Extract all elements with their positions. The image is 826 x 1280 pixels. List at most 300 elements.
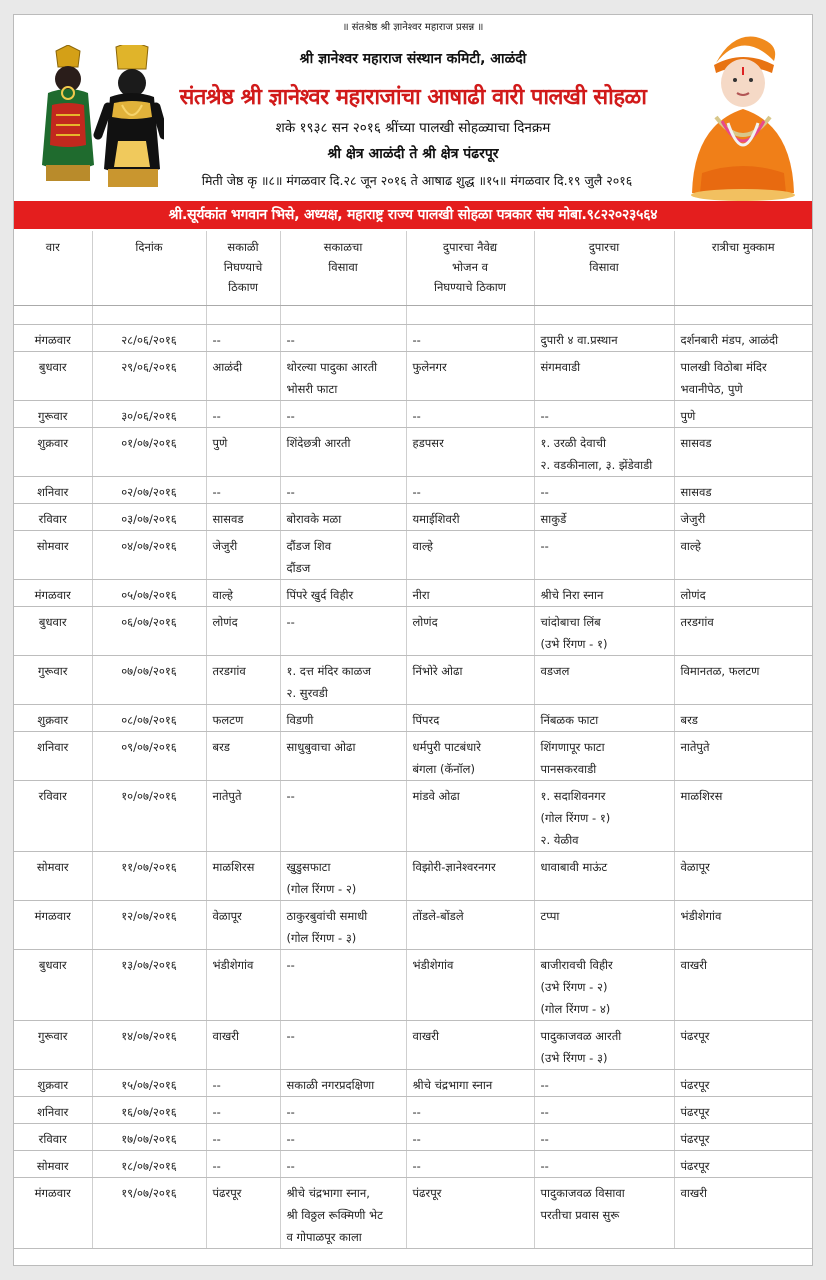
cell-morning-halt: [280, 476, 406, 503]
cell-afternoon-halt: [534, 606, 674, 655]
cell-line: --: [286, 1104, 295, 1119]
cell-line: (गोल रिंगण - ४): [540, 1001, 611, 1016]
cell-line: यमाईशिवरी: [412, 511, 460, 526]
cell-day: [14, 606, 92, 655]
cell-morning-departure: [206, 400, 280, 427]
cell-day: [14, 731, 92, 780]
cell-line: --: [540, 408, 549, 423]
cell-date: [92, 1020, 206, 1069]
vitthal-figure: [98, 45, 164, 187]
cell-line: --: [540, 1077, 549, 1092]
cell-morning-departure: [206, 606, 280, 655]
cell-morning-halt: [280, 1069, 406, 1096]
cell-line: पानसकरवाडी: [540, 761, 597, 776]
table-row: [14, 655, 812, 704]
header-morning-halt: सकाळचा विसावा: [280, 231, 406, 305]
cell-line: माळशिरस: [680, 788, 723, 803]
cell-line: १४/०७/२०१६: [121, 1028, 177, 1043]
cell-line: भोसरी फाटा: [286, 381, 338, 396]
cell-line: (गोल रिंगण - ३): [286, 930, 357, 945]
cell-date: [92, 1069, 206, 1096]
table-row: [14, 1177, 812, 1248]
cell-line: शिंगणापूर फाटा: [540, 739, 605, 754]
cell-line: २. सुरवडी: [286, 685, 328, 700]
cell-line: खुडुसफाटा: [286, 859, 331, 874]
cell-line: सासवड: [680, 484, 712, 499]
cell-morning-departure: [206, 324, 280, 351]
cell-line: पादुकाजवळ आरती: [540, 1028, 622, 1043]
cell-morning-departure: [206, 949, 280, 1020]
table-row: [14, 731, 812, 780]
cell-line: बंगला (कॅनॉल): [412, 761, 475, 776]
cell-morning-departure: [206, 704, 280, 731]
date-range: मिती जेष्ठ कृ ॥८॥ मंगळवार दि.२८ जून २०१६ ते आषाढ शुद्ध ॥१५॥ मंगळवार दि.१९ जुलै २०१६: [201, 173, 633, 188]
cell-line: १८/०७/२०१६: [121, 1158, 177, 1173]
cell-date: [92, 704, 206, 731]
cell-line: ०१/०७/२०१६: [121, 435, 177, 450]
vitthal-rukmini-image: [38, 45, 164, 193]
cell-noon-meal: [406, 900, 534, 949]
cell-line: धावाबावी माऊंट: [540, 859, 608, 874]
cell-date: [92, 851, 206, 900]
cell-line: सासवड: [680, 435, 712, 450]
cell-morning-halt: [280, 1150, 406, 1177]
cell-date: [92, 900, 206, 949]
cell-line: दौंडज: [286, 560, 311, 575]
cell-line: बुधवार: [38, 359, 67, 374]
cell-line: लोणंद: [412, 614, 438, 629]
cell-date: [92, 351, 206, 400]
cell-line: --: [286, 614, 295, 629]
cell-afternoon-halt: [534, 427, 674, 476]
cell-line: --: [286, 957, 295, 972]
cell-line: श्रीचे चंद्रभागा स्नान,: [286, 1185, 370, 1200]
cell-morning-departure: [206, 851, 280, 900]
cell-day: [14, 655, 92, 704]
cell-line: वाखरी: [680, 1185, 707, 1200]
cell-line: वडजल: [540, 663, 570, 678]
cell-line: --: [412, 484, 421, 499]
cell-line: --: [286, 484, 295, 499]
cell-day: [14, 400, 92, 427]
cell-morning-halt: [280, 579, 406, 606]
cell-line: पंढरपूर: [680, 1077, 710, 1092]
table-header-row: [14, 231, 812, 305]
cell-line: वाल्हे: [212, 587, 233, 602]
cell-line: लोणंद: [212, 614, 238, 629]
cell-day: [14, 503, 92, 530]
cell-line: (उभे रिंगण - ३): [540, 1050, 608, 1065]
cell-line: --: [540, 538, 549, 553]
cell-day: [14, 900, 92, 949]
cell-line: --: [212, 1131, 221, 1146]
cell-date: [92, 476, 206, 503]
cell-line: जेजुरी: [680, 511, 706, 526]
table-row: [14, 1123, 812, 1150]
cell-line: पंढरपूर: [412, 1185, 442, 1200]
cell-morning-departure: [206, 1096, 280, 1123]
cell-line: शनिवार: [37, 484, 69, 499]
cell-line: --: [212, 332, 221, 347]
cell-line: सोमवार: [36, 1158, 69, 1173]
cell-night-stay: [674, 949, 812, 1020]
cell-night-stay: [674, 655, 812, 704]
cell-day: [14, 427, 92, 476]
cell-line: ०६/०७/२०१६: [121, 614, 177, 629]
cell-noon-meal: [406, 1069, 534, 1096]
cell-morning-departure: [206, 1150, 280, 1177]
cell-night-stay: [674, 1069, 812, 1096]
header-afternoon-halt: दुपारचा विसावा: [534, 231, 674, 305]
cell-morning-departure: [206, 1123, 280, 1150]
cell-line: २८/०६/२०१६: [121, 332, 177, 347]
cell-afternoon-halt: [534, 1069, 674, 1096]
cell-morning-departure: [206, 579, 280, 606]
cell-date: [92, 324, 206, 351]
cell-date: [92, 1123, 206, 1150]
cell-line: वाल्हे: [680, 538, 701, 553]
table-row: [14, 704, 812, 731]
cell-line: रविवार: [38, 511, 67, 526]
cell-line: (उभे रिंगण - १): [540, 636, 608, 651]
cell-line: १५/०७/२०१६: [121, 1077, 177, 1092]
cell-line: फलटण: [212, 712, 244, 727]
cell-line: विडणी: [286, 712, 314, 727]
cell-noon-meal: [406, 503, 534, 530]
cell-line: १. उरळी देवाची: [540, 435, 606, 450]
cell-line: पंढरपूर: [680, 1104, 710, 1119]
cell-line: नीरा: [412, 587, 430, 602]
cell-afternoon-halt: [534, 1150, 674, 1177]
cell-noon-meal: [406, 1123, 534, 1150]
schedule-poster: [13, 14, 813, 1266]
cell-afternoon-halt: [534, 851, 674, 900]
cell-line: मंगळवार: [34, 332, 71, 347]
cell-night-stay: [674, 530, 812, 579]
cell-noon-meal: [406, 1150, 534, 1177]
cell-line: पंढरपूर: [680, 1158, 710, 1173]
cell-line: दर्शनबारी मंडप, आळंदी: [680, 332, 779, 347]
cell-line: दौंडज शिव: [286, 538, 332, 553]
cell-morning-departure: [206, 427, 280, 476]
cell-line: १. दत्त मंदिर काळज: [286, 663, 371, 678]
cell-line: २. येळीव: [540, 832, 579, 847]
cell-line: पंढरपूर: [680, 1028, 710, 1043]
cell-line: --: [212, 1077, 221, 1092]
cell-noon-meal: [406, 324, 534, 351]
cell-date: [92, 731, 206, 780]
cell-line: पुणे: [680, 408, 696, 423]
cell-night-stay: [674, 1020, 812, 1069]
cell-line: --: [540, 1158, 549, 1173]
cell-afternoon-halt: [534, 1020, 674, 1069]
cell-night-stay: [674, 476, 812, 503]
cell-line: पुणे: [212, 435, 228, 450]
cell-night-stay: [674, 731, 812, 780]
cell-line: बरड: [212, 739, 230, 754]
cell-line: मांडवे ओढा: [412, 788, 460, 803]
cell-line: १२/०७/२०१६: [121, 908, 177, 923]
cell-line: बाजीरावची विहीर: [540, 957, 613, 972]
table-row: [14, 1020, 812, 1069]
cell-line: फुलेनगर: [412, 359, 447, 374]
cell-line: परतीचा प्रवास सुरू: [540, 1207, 620, 1222]
cell-line: तरडगांव: [680, 614, 714, 629]
cell-line: गुरूवार: [38, 663, 68, 678]
cell-day: [14, 1096, 92, 1123]
cell-line: भंडीशेगांव: [212, 957, 254, 972]
header-morning-departure: सकाळी निघण्याचे ठिकाण: [206, 231, 280, 305]
cell-line: २९/०६/२०१६: [121, 359, 177, 374]
cell-noon-meal: [406, 476, 534, 503]
cell-line: --: [212, 1104, 221, 1119]
cell-noon-meal: [406, 780, 534, 851]
cell-line: १३/०७/२०१६: [121, 957, 177, 972]
cell-line: आळंदी: [212, 359, 243, 374]
cell-morning-departure: [206, 1069, 280, 1096]
cell-line: १९/०७/२०१६: [121, 1185, 177, 1200]
cell-date: [92, 579, 206, 606]
cell-afternoon-halt: [534, 949, 674, 1020]
cell-day: [14, 1123, 92, 1150]
cell-line: सकाळी नगरप्रदक्षिणा: [286, 1077, 375, 1092]
cell-morning-halt: [280, 655, 406, 704]
cell-morning-halt: [280, 1020, 406, 1069]
cell-morning-halt: [280, 1123, 406, 1150]
cell-morning-halt: [280, 949, 406, 1020]
cell-night-stay: [674, 1123, 812, 1150]
cell-line: विझोरी-ज्ञानेश्वरनगर: [412, 859, 496, 874]
table-row: [14, 427, 812, 476]
table-row: [14, 1069, 812, 1096]
cell-night-stay: [674, 704, 812, 731]
cell-line: वेळापूर: [680, 859, 710, 874]
cell-day: [14, 851, 92, 900]
table-row: [14, 530, 812, 579]
cell-afternoon-halt: [534, 351, 674, 400]
cell-line: रविवार: [38, 1131, 67, 1146]
cell-noon-meal: [406, 731, 534, 780]
cell-line: थोरल्या पादुका आरती: [286, 359, 378, 374]
cell-noon-meal: [406, 351, 534, 400]
cell-line: मंगळवार: [34, 587, 71, 602]
cell-date: [92, 1096, 206, 1123]
cell-afternoon-halt: [534, 1096, 674, 1123]
cell-line: --: [412, 1104, 421, 1119]
schedule-subtitle: शके १९३८ सन २०१६ श्रींच्या पालखी सोहळ्याचा दिनक्रम: [275, 120, 551, 136]
cell-line: --: [412, 1131, 421, 1146]
cell-line: मंगळवार: [34, 908, 71, 923]
cell-line: बरड: [680, 712, 698, 727]
cell-afternoon-halt: [534, 731, 674, 780]
cell-afternoon-halt: [534, 1123, 674, 1150]
contact-banner: श्री.सूर्यकांत भगवान भिसे, अध्यक्ष, महाराष्ट्र राज्य पालखी सोहळा पत्रकार संघ मोबा.९८२२०२३५६४: [14, 201, 812, 229]
cell-afternoon-halt: [534, 503, 674, 530]
cell-afternoon-halt: [534, 1177, 674, 1248]
cell-line: पिंपरद: [412, 712, 440, 727]
cell-day: [14, 1020, 92, 1069]
spacer-row: [14, 305, 812, 324]
cell-line: विमानतळ, फलटण: [680, 663, 760, 678]
cell-night-stay: [674, 503, 812, 530]
cell-line: ०८/०७/२०१६: [121, 712, 177, 727]
cell-line: वेळापूर: [212, 908, 242, 923]
cell-night-stay: [674, 579, 812, 606]
cell-morning-halt: [280, 780, 406, 851]
cell-date: [92, 1177, 206, 1248]
cell-night-stay: [674, 780, 812, 851]
cell-line: --: [286, 332, 295, 347]
cell-morning-halt: [280, 503, 406, 530]
cell-line: पिंपरे खुर्द विहीर: [286, 587, 354, 602]
cell-morning-halt: [280, 324, 406, 351]
cell-line: बुधवार: [38, 957, 67, 972]
cell-line: धर्मपुरी पाटबंधारे: [412, 739, 481, 754]
cell-line: श्री विठ्ठल रूक्मिणी भेट: [286, 1207, 383, 1222]
cell-line: १७/०७/२०१६: [121, 1131, 177, 1146]
cell-day: [14, 1069, 92, 1096]
page-title: संतश्रेष्ठ श्री ज्ञानेश्वर महाराजांचा आषाढी वारी पालखी सोहळा: [179, 85, 647, 110]
cell-date: [92, 780, 206, 851]
header-night-stay: रात्रीचा मुक्काम: [674, 231, 812, 305]
cell-morning-departure: [206, 731, 280, 780]
cell-line: ०७/०७/२०१६: [121, 663, 177, 678]
cell-line: निंभोरे ओढा: [412, 663, 463, 678]
cell-line: ३०/०६/२०१६: [121, 408, 177, 423]
cell-line: सोमवार: [36, 538, 69, 553]
cell-noon-meal: [406, 530, 534, 579]
cell-morning-halt: [280, 351, 406, 400]
table-row: [14, 400, 812, 427]
cell-date: [92, 503, 206, 530]
cell-line: गुरूवार: [38, 408, 68, 423]
cell-line: --: [412, 1158, 421, 1173]
cell-line: --: [540, 1131, 549, 1146]
cell-day: [14, 949, 92, 1020]
cell-line: शुक्रवार: [37, 435, 69, 450]
cell-line: संगमवाडी: [540, 359, 581, 374]
cell-date: [92, 949, 206, 1020]
cell-date: [92, 400, 206, 427]
route-line: श्री क्षेत्र आळंदी ते श्री क्षेत्र पंढरपूर: [327, 146, 499, 162]
cell-day: [14, 704, 92, 731]
schedule-table: [14, 231, 812, 1249]
table-row: [14, 579, 812, 606]
header-day: वार: [14, 231, 92, 305]
cell-morning-halt: [280, 900, 406, 949]
cell-line: ०५/०७/२०१६: [121, 587, 177, 602]
cell-line: १. सदाशिवनगर: [540, 788, 606, 803]
cell-morning-departure: [206, 530, 280, 579]
cell-afternoon-halt: [534, 530, 674, 579]
cell-line: --: [212, 1158, 221, 1173]
cell-afternoon-halt: [534, 400, 674, 427]
cell-day: [14, 476, 92, 503]
cell-line: शनिवार: [37, 1104, 69, 1119]
cell-morning-departure: [206, 780, 280, 851]
cell-line: --: [286, 788, 295, 803]
cell-noon-meal: [406, 704, 534, 731]
cell-afternoon-halt: [534, 655, 674, 704]
cell-line: २. वडकीनाला, ३. झेंडेवाडी: [540, 457, 653, 472]
cell-noon-meal: [406, 1096, 534, 1123]
cell-afternoon-halt: [534, 476, 674, 503]
cell-morning-departure: [206, 655, 280, 704]
table-row: [14, 351, 812, 400]
cell-noon-meal: [406, 1020, 534, 1069]
cell-morning-halt: [280, 1177, 406, 1248]
cell-line: पंढरपूर: [212, 1185, 242, 1200]
cell-morning-halt: [280, 851, 406, 900]
cell-line: शनिवार: [37, 739, 69, 754]
cell-line: श्रीचे चंद्रभागा स्नान: [412, 1077, 493, 1092]
table-row: [14, 900, 812, 949]
cell-line: रविवार: [38, 788, 67, 803]
rukmini-figure: [42, 45, 94, 181]
cell-night-stay: [674, 606, 812, 655]
cell-line: वाखरी: [680, 957, 707, 972]
cell-line: ०२/०७/२०१६: [121, 484, 177, 499]
cell-day: [14, 351, 92, 400]
cell-line: सोमवार: [36, 859, 69, 874]
cell-line: --: [286, 408, 295, 423]
cell-line: पंढरपूर: [680, 1131, 710, 1146]
cell-morning-halt: [280, 1096, 406, 1123]
cell-line: मंगळवार: [34, 1185, 71, 1200]
cell-morning-departure: [206, 900, 280, 949]
cell-afternoon-halt: [534, 579, 674, 606]
cell-line: (उभे रिंगण - २): [540, 979, 608, 994]
cell-morning-departure: [206, 351, 280, 400]
cell-line: हडपसर: [412, 435, 444, 450]
cell-day: [14, 324, 92, 351]
cell-morning-departure: [206, 1020, 280, 1069]
cell-line: व गोपाळपूर काला: [286, 1229, 362, 1244]
cell-morning-halt: [280, 530, 406, 579]
cell-line: साधुबुवाचा ओढा: [286, 739, 356, 754]
committee-name: श्री ज्ञानेश्वर महाराज संस्थान कमिटी, आळंदी: [299, 51, 527, 67]
cell-line: लोणंद: [680, 587, 706, 602]
cell-date: [92, 530, 206, 579]
cell-night-stay: [674, 324, 812, 351]
cell-line: ०९/०७/२०१६: [121, 739, 177, 754]
cell-line: जेजुरी: [212, 538, 238, 553]
cell-afternoon-halt: [534, 704, 674, 731]
header-noon-meal: दुपारचा नैवेद्य भोजन व निघण्याचे ठिकाण: [406, 231, 534, 305]
cell-line: वाखरी: [412, 1028, 439, 1043]
cell-noon-meal: [406, 606, 534, 655]
cell-line: नातेपुते: [680, 739, 710, 754]
cell-line: माळशिरस: [212, 859, 255, 874]
cell-line: वाखरी: [212, 1028, 239, 1043]
cell-morning-departure: [206, 503, 280, 530]
cell-afternoon-halt: [534, 780, 674, 851]
cell-line: भंडीशेगांव: [680, 908, 722, 923]
cell-line: --: [412, 332, 421, 347]
cell-noon-meal: [406, 851, 534, 900]
cell-noon-meal: [406, 427, 534, 476]
table-row: [14, 780, 812, 851]
cell-line: तरडगांव: [212, 663, 246, 678]
cell-morning-departure: [206, 476, 280, 503]
cell-line: बोरावके मळा: [286, 511, 342, 526]
cell-line: --: [286, 1028, 295, 1043]
cell-night-stay: [674, 1096, 812, 1123]
cell-day: [14, 780, 92, 851]
cell-date: [92, 1150, 206, 1177]
cell-night-stay: [674, 427, 812, 476]
cell-afternoon-halt: [534, 324, 674, 351]
